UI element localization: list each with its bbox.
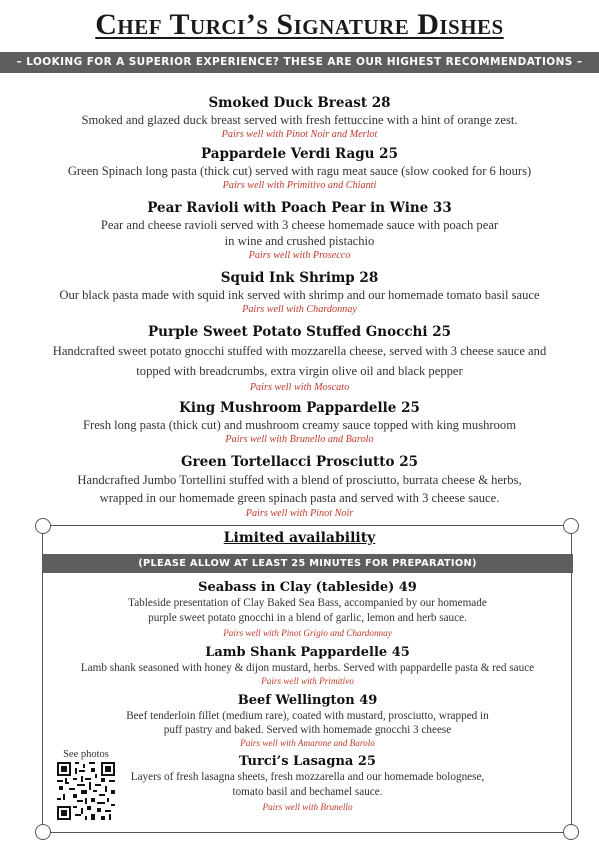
dish-pappardele-verdi-ragu [0, 145, 599, 192]
dish-description: in wine and crushed pistachio [224, 234, 375, 248]
dish-description: Beef tenderloin fillet (medium rare), coated with mustard, prosciutto, wrapped in [126, 710, 489, 722]
dish-beef-wellington [42, 692, 573, 749]
dish-name: Purple Sweet Potato Stuffed Gnocchi 25 [148, 324, 451, 340]
dish-description: Pear and cheese ravioli served with 3 cheese homemade sauce with poach pear [100, 218, 499, 232]
dish-name: Turci’s Lasagna 25 [239, 754, 376, 769]
page-title: Chef Turci’s Signature Dishes [95, 8, 504, 41]
dish-smoked-duck-breast [0, 94, 599, 141]
dish-pairing: Pairs well with Brunello and Barolo [225, 434, 374, 445]
frame-corner-ornament [35, 824, 51, 840]
limited-availability-title: Limited availability [223, 530, 376, 546]
dish-turcis-lasagna [42, 753, 573, 813]
dish-pairing: Pairs well with Chardonnay [242, 304, 357, 315]
dish-name: Seabass in Clay (tableside) 49 [198, 580, 417, 595]
dish-name: Smoked Duck Breast 28 [208, 95, 391, 111]
dish-king-mushroom-pappardelle [0, 399, 599, 446]
dish-pairing: Pairs well with Prosecco [248, 250, 351, 261]
preparation-time-banner: (PLEASE ALLOW AT LEAST 25 MINUTES FOR PREPARATION) [42, 554, 573, 573]
frame-corner-ornament [563, 824, 579, 840]
recommendation-banner: – LOOKING FOR A SUPERIOR EXPERIENCE? THESE ARE OUR HIGHEST RECOMMENDATIONS – [0, 52, 599, 73]
dish-purple-sweet-potato-gnocchi [0, 323, 599, 394]
dish-description: Layers of fresh lasagna sheets, fresh mozzarella and our homemade bolognese, [130, 771, 485, 783]
dish-pairing: Pairs well with Moscato [249, 382, 350, 393]
dish-name: Squid Ink Shrimp 28 [220, 270, 379, 286]
dish-name: Pappardele Verdi Ragu 25 [201, 146, 398, 162]
dish-description: Smoked and glazed duck breast served with fresh fettuccine with a hint of orange zest. [81, 113, 518, 127]
qr-label: See photos [63, 749, 109, 760]
qr-code-icon[interactable] [57, 762, 115, 820]
qr-section [55, 749, 117, 820]
dish-description: Fresh long pasta (thick cut) and mushroom creamy sauce topped with king mushroom [83, 418, 516, 432]
dish-description: tomato basil and bechamel sauce. [232, 786, 383, 798]
dish-description: Our black pasta made with squid ink served with shrimp and our homemade tomato basil sauce [59, 288, 540, 302]
dish-green-tortellacci-prosciutto [0, 453, 599, 520]
dish-name: Green Tortellacci Prosciutto 25 [180, 454, 419, 470]
dish-description: Lamb shank seasoned with honey & dijon mustard, herbs. Served with pappardelle pasta & red sauce [80, 662, 535, 674]
dish-description: Handcrafted sweet potato gnocchi stuffed with mozzarella cheese, served with 3 cheese sauce and [52, 344, 547, 358]
dish-description: Green Spinach long pasta (thick cut) served with ragu meat sauce (slow cooked for 6 hours) [67, 164, 532, 178]
dish-pairing: Pairs well with Pinot Grigio and Chardonnay [223, 628, 392, 638]
dish-description: purple sweet potato gnocchi in a blend of garlic, lemon and herb sauce. [148, 612, 467, 624]
dish-pairing: Pairs well with Brunello [262, 802, 353, 812]
dish-pairing: Pairs well with Amarone and Barolo [240, 738, 375, 748]
dish-name: King Mushroom Pappardelle 25 [179, 400, 420, 416]
dish-description: puff pastry and baked. Served with homemade gnocchi 3 cheese [163, 724, 452, 736]
dish-name: Beef Wellington 49 [237, 693, 378, 708]
dish-description: Handcrafted Jumbo Tortellini stuffed with a blend of prosciutto, burrata cheese & herbs, [77, 473, 522, 487]
dish-name: Lamb Shank Pappardelle 45 [205, 645, 410, 660]
dish-squid-ink-shrimp [0, 269, 599, 316]
dish-name: Pear Ravioli with Poach Pear in Wine 33 [147, 200, 452, 216]
dish-seabass-in-clay [42, 579, 573, 639]
dish-pairing: Pairs well with Primitivo and Chianti [222, 180, 377, 191]
dish-pear-ravioli [0, 199, 599, 262]
dish-description: topped with breadcrumbs, extra virgin olive oil and black pepper [136, 364, 463, 378]
dish-pairing: Pairs well with Pinot Noir [245, 508, 354, 519]
dish-description: Tableside presentation of Clay Baked Sea Bass, accompanied by our homemade [128, 597, 487, 609]
dish-pairing: Pairs well with Pinot Noir and Merlot [221, 129, 378, 140]
dish-pairing: Pairs well with Primitivo [261, 676, 354, 686]
dish-description: wrapped in our homemade green spinach pasta and served with 3 cheese sauce. [99, 491, 500, 505]
dish-lamb-shank-pappardelle [42, 644, 573, 687]
